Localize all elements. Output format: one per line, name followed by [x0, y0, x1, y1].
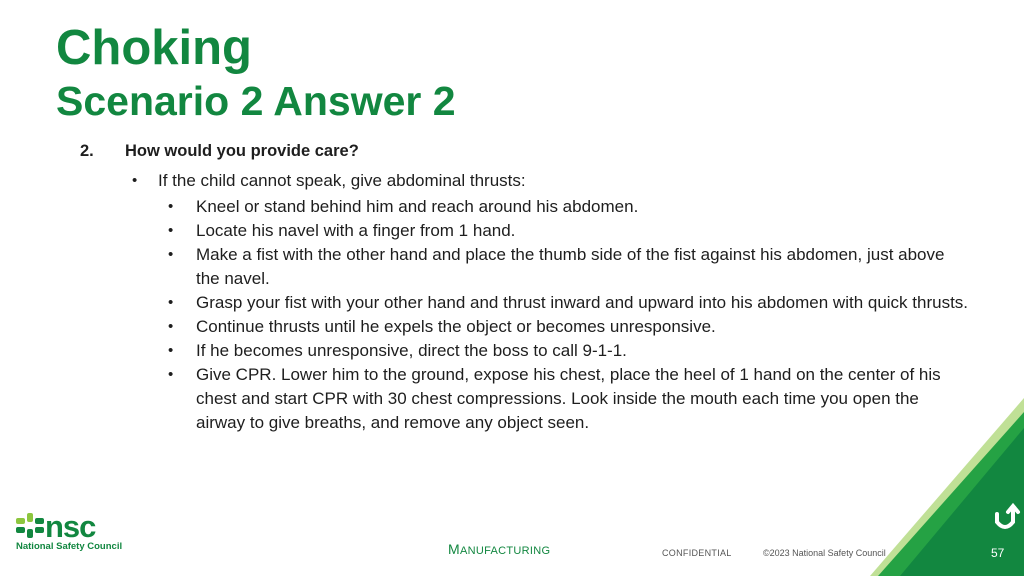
step-text: Grasp your fist with your other hand and thrust inward and upward into his abdomen with quick thrusts.	[196, 293, 969, 312]
bullet-icon: •	[168, 246, 174, 263]
nsc-cross-icon	[16, 513, 44, 538]
bullet-icon: •	[168, 318, 174, 335]
intro-bullet-text: If the child cannot speak, give abdominal thrusts:	[158, 171, 526, 190]
list-item	[168, 339, 968, 363]
list-item	[168, 243, 968, 291]
step-text: Locate his navel with a finger from 1 hand.	[196, 221, 516, 240]
list-item	[168, 219, 968, 243]
footer-category-initial: M	[448, 541, 460, 557]
logo-wordmark: nsc	[45, 510, 96, 544]
steps-list	[168, 195, 968, 435]
footer-category	[448, 541, 550, 557]
bullet-icon: •	[168, 222, 174, 239]
bullet-icon: •	[168, 294, 174, 311]
slide-subtitle: Scenario 2 Answer 2	[56, 78, 456, 124]
bullet-icon: •	[168, 198, 174, 215]
bullet-icon: •	[168, 342, 174, 359]
page-number: 57	[991, 546, 1005, 560]
step-text: Give CPR. Lower him to the ground, expose his chest, place the heel of 1 hand on the center of his chest and start CPR with 30 chest compressions. Look inside the mouth each time you open the airway to give breaths, and remove any object seen.	[196, 365, 941, 432]
step-text: Continue thrusts until he expels the object or becomes unresponsive.	[196, 317, 716, 336]
step-text: Make a fist with the other hand and place the thumb side of the fist against his abdomen, just above the navel.	[196, 245, 945, 288]
list-item	[168, 195, 968, 219]
intro-bullet	[132, 171, 526, 191]
step-text: Kneel or stand behind him and reach around his abdomen.	[196, 197, 639, 216]
step-text: If he becomes unresponsive, direct the boss to call 9-1-1.	[196, 341, 627, 360]
logo-caption: National Safety Council	[16, 541, 123, 552]
list-item	[168, 315, 968, 339]
question-number: 2.	[80, 142, 94, 160]
question-text: How would you provide care?	[125, 142, 359, 160]
footer-copyright: ©2023 National Safety Council	[763, 548, 886, 558]
list-item	[168, 363, 968, 435]
bullet-icon: •	[132, 172, 138, 189]
footer-category-rest: ANUFACTURING	[459, 545, 551, 557]
footer-confidential: CONFIDENTIAL	[662, 548, 732, 558]
slide-title: Choking	[56, 21, 252, 75]
list-item	[168, 291, 968, 315]
bullet-icon: •	[168, 366, 174, 383]
question	[80, 142, 359, 161]
